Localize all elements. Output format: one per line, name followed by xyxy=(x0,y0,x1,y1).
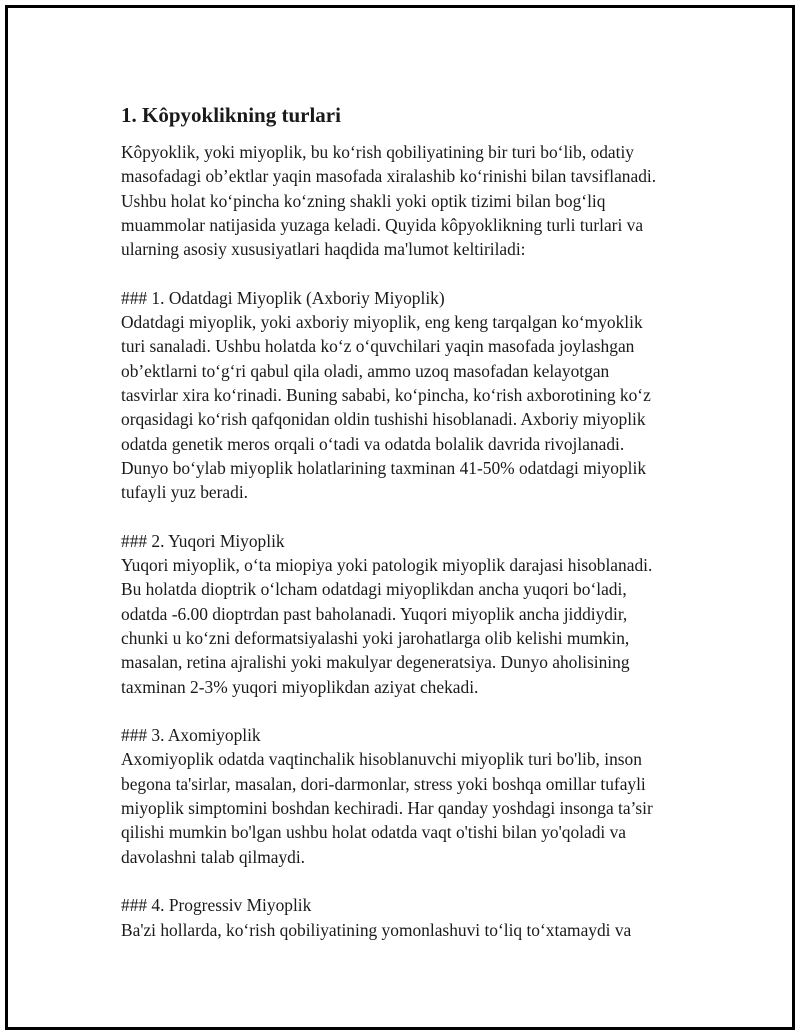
paragraph-gap xyxy=(121,699,711,723)
text-line: tasvirlar xira ko‘rinadi. Buning sababi, ko‘pincha, ko‘rish axborotining ko‘z xyxy=(121,384,651,405)
section-heading: ### 3. Axomiyoplik xyxy=(121,725,261,746)
text-line: begona ta'sirlar, masalan, dori-darmonlar, stress yoki boshqa omillar tufayli xyxy=(121,773,646,794)
section-heading: ### 1. Odatdagi Miyoplik (Axboriy Miyoplik) xyxy=(121,287,445,308)
paragraph-gap xyxy=(121,504,711,528)
text-line: Ushbu holat ko‘pincha ko‘zning shakli yoki optik tizimi bilan bog‘liq xyxy=(121,190,606,211)
text-line: odatda genetik meros orqali o‘tadi va odatda bolalik davrida rivojlanadi. xyxy=(121,433,625,454)
text-line: Odatdagi miyoplik, yoki axboriy miyoplik, eng keng tarqalgan ko‘myoklik xyxy=(121,312,643,333)
section-axomiyoplik xyxy=(121,723,711,869)
section-yuqori-miyoplik xyxy=(121,529,711,699)
text-line: Dunyo bo‘ylab miyoplik holatlarining taxminan 41-50% odatdagi miyoplik xyxy=(121,457,647,478)
paragraph-gap xyxy=(121,261,711,285)
text-line: Kôpyoklik, yoki miyoplik, bu ko‘rish qobiliyatining bir turi bo‘lib, odatiy xyxy=(121,142,634,162)
page-frame xyxy=(5,5,795,1030)
text-line: miyoplik simptomini boshdan kechiradi. Har qanday yoshdagi insonga ta’sir xyxy=(121,798,653,819)
text-line: Yuqori miyoplik, o‘ta miopiya yoki patologik miyoplik darajasi hisoblanadi. xyxy=(121,555,653,576)
text-line: masofadagi ob’ektlar yaqin masofada xiralashib ko‘rinishi bilan tavsiflanadi. xyxy=(121,166,657,187)
text-line: taxminan 2-3% yuqori miyoplikdan aziyat chekadi. xyxy=(121,676,479,697)
document-body xyxy=(121,101,711,942)
text-line: Axomiyoplik odatda vaqtinchalik hisoblanuvchi miyoplik turi bo'lib, inson xyxy=(121,749,642,770)
text-line: chunki u ko‘zni deformatsiyalashi yoki jarohatlarga olib kelishi mumkin, xyxy=(121,627,630,648)
text-line: Ba'zi hollarda, ko‘rish qobiliyatining yomonlashuvi to‘liq to‘xtamaydi va xyxy=(121,919,632,940)
text-line: muammolar natijasida yuzaga keladi. Quyida kôpyoklikning turli turlari va xyxy=(121,214,644,235)
intro-paragraph xyxy=(121,140,711,261)
text-line: davolashni talab qilmaydi. xyxy=(121,846,306,867)
text-line: Bu holatda dioptrik o‘lcham odatdagi miyoplikdan ancha yuqori bo‘ladi, xyxy=(121,579,627,600)
text-line: qilishi mumkin bo'lgan ushbu holat odatda vaqt o'tishi bilan yo'qoladi va xyxy=(121,822,626,843)
text-line: odatda -6.00 dioptrdan past baholanadi. Yuqori miyoplik ancha jiddiydir, xyxy=(121,603,628,624)
text-line: turi sanaladi. Ushbu holatda ko‘z o‘quvchilari yaqin masofada joylashgan xyxy=(121,336,635,357)
section-heading: ### 2. Yuqori Miyoplik xyxy=(121,530,285,551)
text-line: tufayli yuz beradi. xyxy=(121,482,248,503)
document-title: 1. Kôpyoklikning turlari xyxy=(121,103,341,127)
section-progressiv-miyoplik xyxy=(121,893,711,942)
section-heading: ### 4. Progressiv Miyoplik xyxy=(121,895,312,916)
section-odatdagi-miyoplik xyxy=(121,286,711,505)
text-line: ularning asosiy xususiyatlari haqdida ma'lumot keltiriladi: xyxy=(121,239,526,260)
text-line: masalan, retina ajralishi yoki makulyar degeneratsiya. Dunyo aholisining xyxy=(121,652,630,673)
paragraph-gap xyxy=(121,869,711,893)
text-line: ob’ektlarni to‘g‘ri qabul qila oladi, ammo uzoq masofadan kelayotgan xyxy=(121,360,610,381)
text-line: orqasidagi ko‘rish qafqonidan oldin tushishi hisoblanadi. Axboriy miyoplik xyxy=(121,409,646,430)
